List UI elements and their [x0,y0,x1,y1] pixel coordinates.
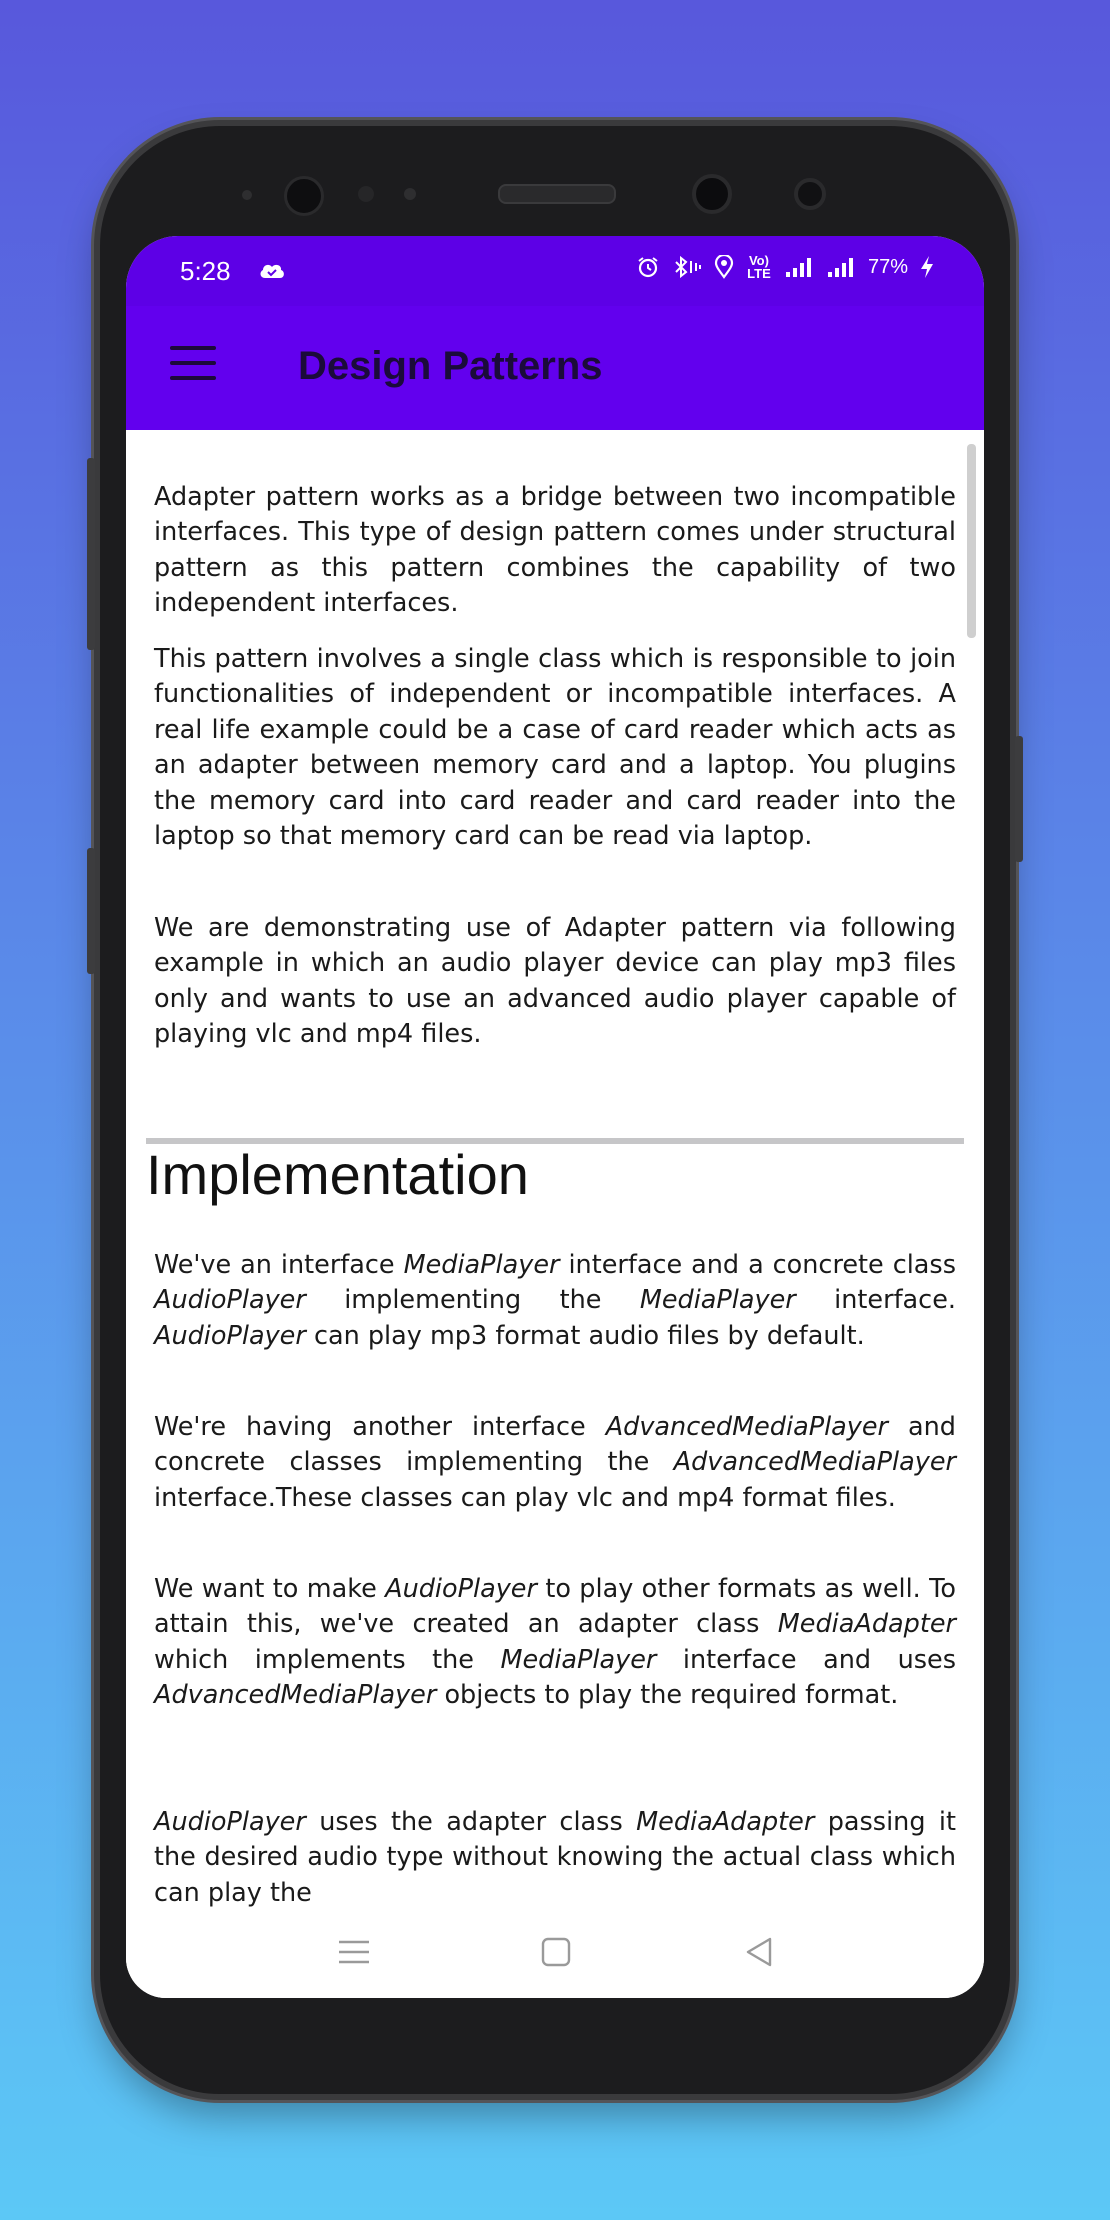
phone-power-button [1015,736,1023,862]
iris-camera [692,174,732,214]
bluetooth-icon [672,255,702,279]
phone-screen [126,236,984,1998]
menu-icon[interactable] [170,346,216,380]
section-title: Implementation [146,1143,529,1206]
intro-paragraph-3: We are demonstrating use of Adapter pattern via following example in which an audio player device can play mp3 files only and wants to use an advanced audio player capable of playing vlc and mp4 files. [154,913,956,1050]
cloud-icon [258,260,286,285]
impl-paragraph-1: We've an interface MediaPlayer interface and a concrete class AudioPlayer implementing the MediaPlayer interface. AudioPlayer can play mp3 format audio files by default. [154,1250,956,1351]
phone-side-button-left-upper [87,458,95,650]
secondary-sensor [794,178,826,210]
phone-side-button-left-lower [87,848,95,974]
intro-paragraph-1: Adapter pattern works as a bridge between two incompatible interfaces. This type of design pattern comes under structural pattern as this pattern combines the capability of two independent interfaces. [154,482,956,619]
scrollbar-thumb[interactable] [967,444,976,638]
article-content[interactable] [126,430,984,1908]
battery-text: 77% [867,255,908,278]
proximity-sensor [242,190,252,200]
signal-icon-2 [826,255,856,279]
back-icon[interactable] [738,1930,782,1974]
page-title: Design Patterns [298,344,603,388]
status-time: 5:28 [180,256,231,286]
intro-paragraph-2: This pattern involves a single class which is responsible to join functionalities of independent or incompatible interfaces. A real life example could be a case of card reader which acts as an adapter between memory card and a laptop. You plugins the memory card into card reader and card reader into the laptop so that memory card can be read via laptop. [154,644,956,852]
front-camera [284,176,324,216]
alarm-icon [636,255,660,279]
system-navigation-bar [126,1908,984,1998]
location-icon [714,255,734,279]
impl-paragraph-2: We're having another interface AdvancedMediaPlayer and concrete classes implementing the AdvancedMediaPlayer interface.These classes can play vlc and mp4 format files. [154,1412,956,1513]
flash-sensor [404,188,416,200]
earpiece-speaker [498,184,616,204]
app-toolbar [126,306,984,430]
volte-icon: Vo) LTE [747,253,771,281]
home-icon[interactable] [534,1930,578,1974]
recents-icon[interactable] [332,1930,376,1974]
light-sensor [358,186,374,202]
charging-icon [920,255,934,279]
impl-paragraph-4: AudioPlayer uses the adapter class MediaAdapter passing it the desired audio type without knowing the actual class which can play the [154,1807,956,1908]
impl-paragraph-3: We want to make AudioPlayer to play other formats as well. To attain this, we've created an adapter class MediaAdapter which implements the MediaPlayer interface and uses AdvancedMediaPlayer objects to play the required format. [154,1574,956,1711]
signal-icon-1 [784,255,814,279]
status-bar [126,236,984,306]
status-icons [636,254,934,280]
